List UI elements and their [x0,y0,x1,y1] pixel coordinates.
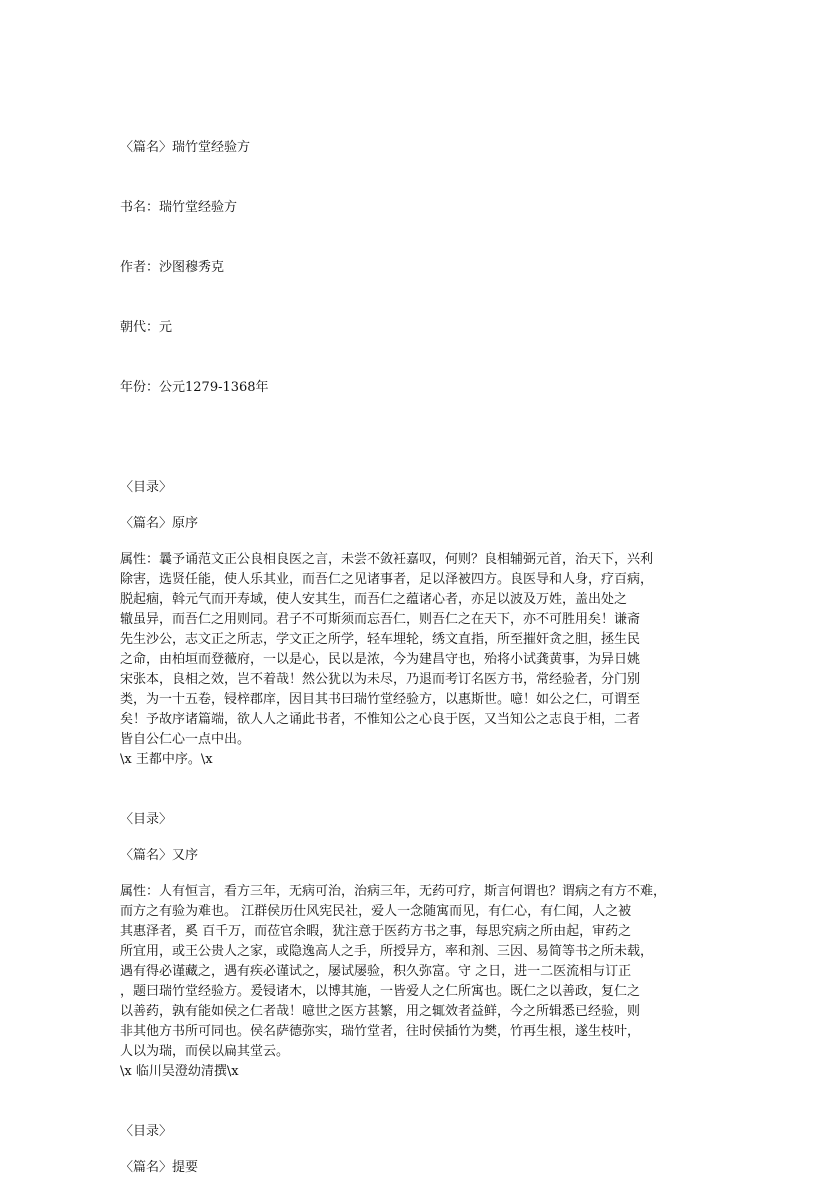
body-line: 矣！予故序诸篇端，欲人人之诵此书者，不惟知公之心良于医，又当知公之志良于相，二者 [120,712,641,727]
body-line: 所宜用，或王公贵人之家，或隐逸高人之手，所授异方，率和剂、三因、易简等书之所未载， [120,944,654,959]
book-header [120,98,816,438]
body-line: 脱起痼，斡元气而开寿域，使人安其生，而吾仁之蕴诸心者，亦足以波及万姓，盖出处之 [120,592,628,607]
body-line: 辙虽异，而吾仁之用则同。君子不可斯须而忘吾仁，则吾仁之在天下，亦不可胜用矣！谦斋 [120,612,641,627]
body-line: 除害，选贤任能，使人乐其业，而吾仁之见诸事者，足以泽被四方。良医导和人身，疗百病， [120,572,654,587]
body-line: 非其他方书所可同也。侯名萨德弥实，瑞竹堂者，往时侯插竹为樊，竹再生根，遂生枝叶， [120,1024,641,1039]
body-line: 以善药，孰有能如侯之仁者哉！噫世之医方甚繁，用之辄效者益鲜，今之所辑悉已经验，则 [120,1004,641,1019]
body-line: 之命，由柏垣而登薇府，一以是心，民以是浓，今为建昌守也，殆将小试龚黄事，为异日姚 [120,652,641,667]
section-body [120,550,816,770]
body-line: 属性：曩予诵范文正公良相良医之言，未尝不敛衽嘉叹，何则？良相辅弼元首，治天下，兴利 [120,552,654,567]
body-line: 人以为瑞，而侯以扁其堂云。 [120,1044,290,1059]
body-line: 类，为一十五卷，锓梓郡庠，因目其书曰瑞竹堂经验方，以惠斯世。噫！如公之仁，可谓至 [120,692,641,707]
body-line: \x 王都中序。\x [120,752,213,767]
toc-marker: 〈目录〉 [120,480,173,495]
body-line: 而方之有验为难也。 江群侯历仕风宪民社，爱人一念随寓而见，有仁心，有仁闻，人之被 [120,904,632,919]
body-line: 其惠泽者，奚 百千万，而莅官余暇，犹注意于医药方书之事，每思究病之所由起，审药之 [120,924,632,939]
body-line: \x 临川吴澄幼清撰\x [120,1064,239,1079]
body-line: ，题曰瑞竹堂经验方。爰锓诸木，以博其施，一皆爱人之仁所寓也。既仁之以善政，复仁之 [120,984,641,999]
section-title: 〈篇名〉提要 [120,1160,199,1175]
body-line: 宋张本，良相之效，岂不着哉！然公犹以为未尽，乃退而考订名医方书，常经验者，分门别 [120,672,641,687]
section-body [120,882,816,1082]
header-author: 作者：沙图穆秀克 [120,260,225,275]
toc-marker: 〈目录〉 [120,812,173,827]
header-dynasty: 朝代：元 [120,320,173,335]
body-line: 遇有得必谨藏之，遇有疾必谨试之，屡试屡验，积久弥富。守 之日，进一二医流相与订正 [120,964,632,979]
body-line: 先生沙公，志文正之所志，学文正之所学，轻车埋轮，绣文直指，所至摧奸贪之胆，拯生民 [120,632,641,647]
section-title: 〈篇名〉又序 [120,848,199,863]
body-line: 皆自公仁心一点中出。 [120,732,251,747]
header-book-name: 书名：瑞竹堂经验方 [120,200,238,215]
header-title: 〈篇名〉瑞竹堂经验方 [120,140,251,155]
header-year: 年份：公元1279-1368年 [120,380,269,395]
toc-marker: 〈目录〉 [120,1124,173,1139]
body-line: 属性：人有恒言，看方三年，无病可治，治病三年，无药可疗，斯言何谓也？谓病之有方不难， [120,884,667,899]
section-title: 〈篇名〉原序 [120,516,199,531]
